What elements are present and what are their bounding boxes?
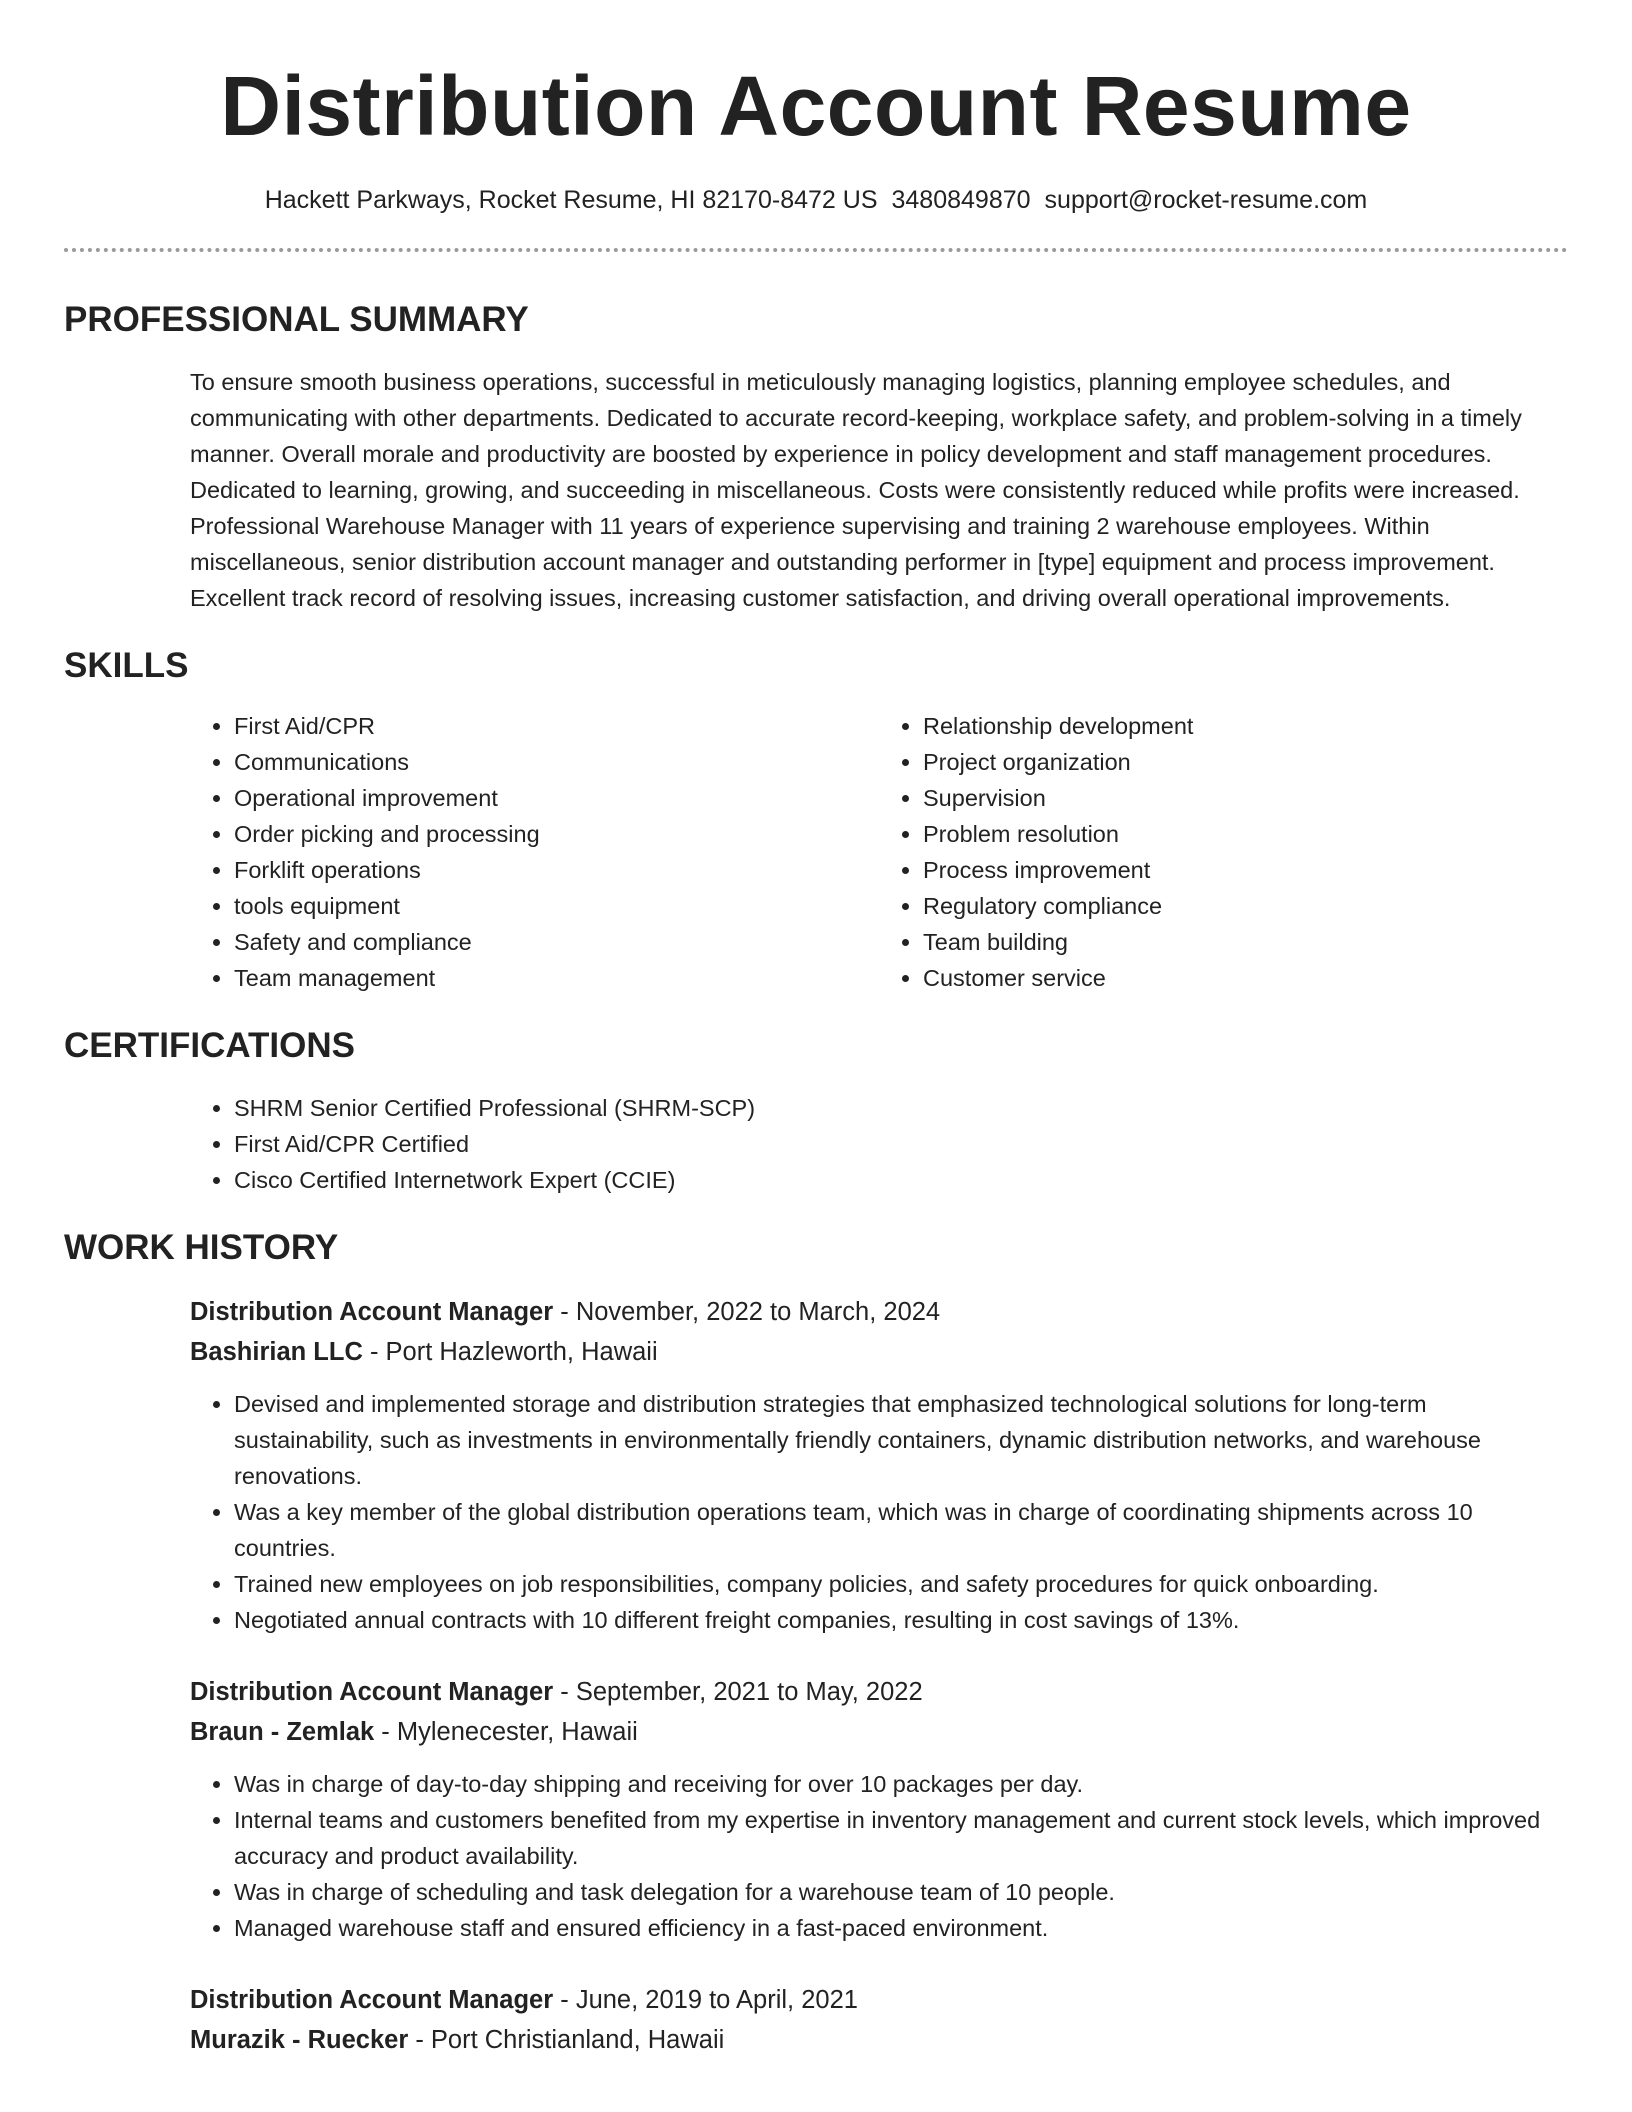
certifications-section [64, 1024, 1568, 1198]
skill-item: • Customer service [923, 960, 1568, 996]
skills-grid [190, 708, 1568, 996]
skill-item: • Regulatory compliance [923, 888, 1568, 924]
job-company-line [190, 1712, 1568, 1752]
certification-item: • SHRM Senior Certified Professional (SHRM-SCP) [234, 1090, 1568, 1126]
skill-item: • Project organization [923, 744, 1568, 780]
job-company: Braun - Zemlak [190, 1718, 375, 1746]
job-dates: - June, 2019 to April, 2021 [553, 1986, 858, 2014]
job-entry [190, 1292, 1568, 1638]
skills-section [64, 644, 1568, 996]
job-bullet: • Internal teams and customers benefited from my expertise in inventory management and current stock levels, which improved accuracy and product availability. [234, 1802, 1568, 1874]
skill-item: • Operational improvement [234, 780, 879, 816]
work-history-section [64, 1226, 1568, 2060]
certifications-list [190, 1090, 1568, 1198]
skill-item: • Forklift operations [234, 852, 879, 888]
skill-item: • Supervision [923, 780, 1568, 816]
job-location: - Port Hazleworth, Hawaii [362, 1338, 658, 1366]
skill-item: • Team building [923, 924, 1568, 960]
job-bullet: • Devised and implemented storage and distribution strategies that emphasized technological solutions for long-term sustainability, such as investments in environmentally friendly containers, dynamic distribution networks, and warehouse renovations. [234, 1386, 1568, 1494]
job-location: - Mylenecester, Hawaii [374, 1718, 638, 1746]
job-bullet: • Negotiated annual contracts with 10 different freight companies, resulting in cost savings of 13%. [234, 1602, 1568, 1638]
job-bullets [190, 1386, 1568, 1638]
certification-item: • Cisco Certified Internetwork Expert (CCIE) [234, 1162, 1568, 1198]
contact-address: Hackett Parkways, Rocket Resume, HI 82170-8472 US [264, 186, 878, 214]
job-title: Distribution Account Manager [190, 1678, 554, 1706]
skill-item: • Problem resolution [923, 816, 1568, 852]
job-title-line [190, 1672, 1568, 1712]
skill-item: • tools equipment [234, 888, 879, 924]
summary-section [64, 298, 1568, 616]
job-bullet: • Was a key member of the global distribution operations team, which was in charge of coordinating shipments across 10 countries. [234, 1494, 1568, 1566]
job-entry [190, 1672, 1568, 1946]
certification-item: • First Aid/CPR Certified [234, 1126, 1568, 1162]
job-location: - Port Christianland, Hawaii [408, 2026, 725, 2054]
job-company-line [190, 2020, 1568, 2060]
skills-left-list [190, 708, 879, 996]
skill-item: • Communications [234, 744, 879, 780]
skill-item: • Relationship development [923, 708, 1568, 744]
summary-heading: PROFESSIONAL SUMMARY [64, 300, 529, 339]
skills-heading: SKILLS [64, 646, 189, 685]
job-bullet: • Was in charge of day-to-day shipping and receiving for over 10 packages per day. [234, 1766, 1568, 1802]
job-title-line [190, 1980, 1568, 2020]
skill-item: • Safety and compliance [234, 924, 879, 960]
skill-item: • First Aid/CPR [234, 708, 879, 744]
contact-phone: 3480849870 [891, 186, 1031, 214]
job-bullets [190, 1766, 1568, 1946]
skills-right-list [879, 708, 1568, 996]
job-title: Distribution Account Manager [190, 1298, 554, 1326]
header-divider [64, 248, 1568, 252]
skill-item: • Process improvement [923, 852, 1568, 888]
resume-title: Distribution Account Resume [220, 59, 1412, 153]
work-history-heading: WORK HISTORY [64, 1228, 339, 1267]
certifications-heading: CERTIFICATIONS [64, 1026, 356, 1065]
contact-line [64, 184, 1568, 216]
job-company: Bashirian LLC [190, 1338, 363, 1366]
job-entry [190, 1980, 1568, 2060]
summary-text: To ensure smooth business operations, successful in meticulously managing logistics, planning employee schedules, and communicating with other departments. Dedicated to accurate record-keeping, workplace safety, and problem-solving in a timely manner. Overall morale and productivity are boosted by experience in policy development and staff management procedures. Dedicated to learning, growing, and succeeding in miscellaneous. Costs were consistently reduced while profits were increased. Professional Warehouse Manager with 11 years of experience supervising and training 2 warehouse employees. Within miscellaneous, senior distribution account manager and outstanding performer in [type] equipment and process improvement. Excellent track record of resolving issues, increasing customer satisfaction, and driving overall operational improvements. [190, 369, 1522, 611]
job-company: Murazik - Ruecker [190, 2026, 409, 2054]
skill-item: • Order picking and processing [234, 816, 879, 852]
job-dates: - November, 2022 to March, 2024 [553, 1298, 941, 1326]
job-company-line [190, 1332, 1568, 1372]
job-bullet: • Trained new employees on job responsibilities, company policies, and safety procedures for quick onboarding. [234, 1566, 1568, 1602]
job-dates: - September, 2021 to May, 2022 [553, 1678, 923, 1706]
contact-email: support@rocket-resume.com [1044, 186, 1368, 214]
job-title: Distribution Account Manager [190, 1986, 554, 2014]
skill-item: • Team management [234, 960, 879, 996]
job-bullet: • Was in charge of scheduling and task delegation for a warehouse team of 10 people. [234, 1874, 1568, 1910]
job-bullet: • Managed warehouse staff and ensured efficiency in a fast-paced environment. [234, 1910, 1568, 1946]
job-title-line [190, 1292, 1568, 1332]
